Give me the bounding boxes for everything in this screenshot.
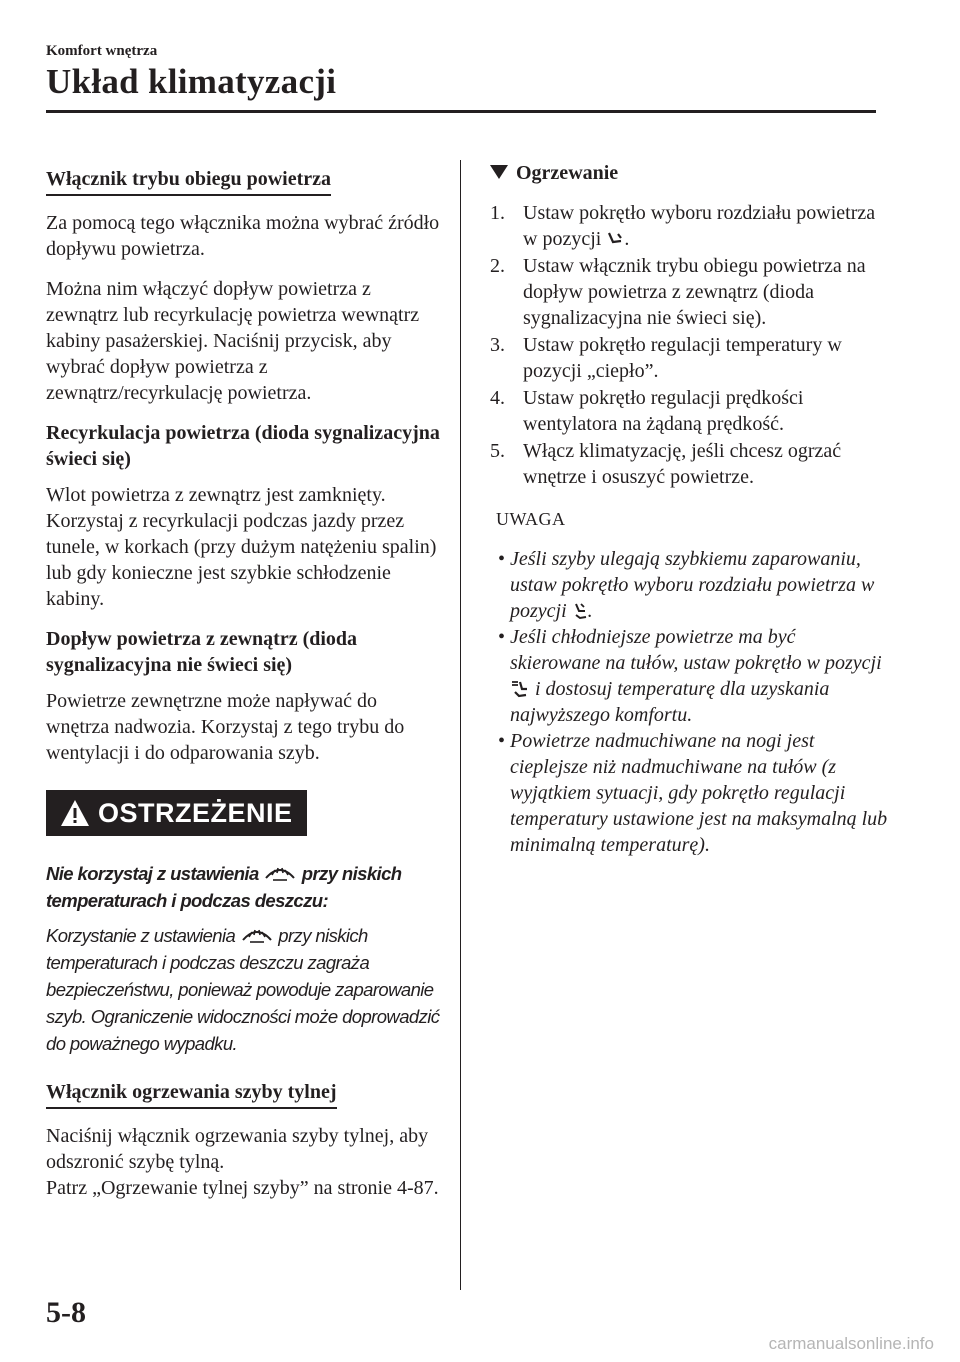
windshield-floor-icon xyxy=(263,863,297,883)
heading-heating-label: Ogrzewanie xyxy=(516,162,619,184)
list-item xyxy=(490,385,890,437)
step-text: . xyxy=(624,228,630,250)
list-item xyxy=(490,438,890,490)
list-item xyxy=(490,546,890,624)
step-text: Ustaw włącznik trybu obiegu powietrza na dopływ powietrza z zewnątrz (dioda sygnalizacyjna nie świeci się). xyxy=(523,255,866,329)
list-item xyxy=(490,332,890,384)
triangle-bullet-icon xyxy=(490,165,508,179)
note-text: Powietrze nadmuchiwane na nogi jest cieplejsze niż nadmuchiwane na tułów (z wyjątkiem sytuacji, gdy pokrętło regulacji temperatury ustawione jest na maksymalną lub minimalną temperaturę). xyxy=(510,730,888,856)
step-number: 3. xyxy=(490,334,505,356)
warning-label: OSTRZEŻENIE xyxy=(98,798,293,828)
list-item xyxy=(490,624,890,728)
paragraph: Za pomocą tego włącznika można wybrać źródło dopływu powietrza. xyxy=(46,212,440,260)
step-number: 1. xyxy=(490,202,505,224)
section-label: Komfort wnętrza xyxy=(46,43,158,59)
floor-mode-icon xyxy=(606,230,624,248)
paragraph: Wlot powietrza z zewnątrz jest zamknięty. Korzystaj z recyrkulacji podczas jazdy przez tunele, w korkach (przy dużym natężeniu spalin) lub gdy konieczne jest szybkie schłodzenie kabiny. xyxy=(46,484,437,610)
step-text: Ustaw pokrętło regulacji temperatury w pozycji „ciepło”. xyxy=(523,334,842,382)
subheading-recirculation: Recyrkulacja powietrza (dioda sygnalizacyjna świeci się) xyxy=(46,422,440,470)
paragraph: Można nim włączyć dopływ powietrza z zewnątrz lub recyrkulację powietrza wewnątrz kabiny pasażerskiej. Naciśnij przycisk, aby wybrać dopływ powietrza z zewnątrz/recyrkulację powietrza. xyxy=(46,278,420,404)
chapter-title: Układ klimatyzacji xyxy=(46,62,337,101)
windshield-floor-icon xyxy=(240,925,274,945)
warning-title xyxy=(46,860,441,914)
bi-level-mode-icon xyxy=(510,680,530,698)
warning-triangle-icon xyxy=(60,799,90,827)
right-column xyxy=(490,160,890,858)
list-item xyxy=(490,253,890,331)
left-column xyxy=(46,160,441,1215)
bullet-dot: • xyxy=(498,548,506,570)
warning-text-part: Korzystanie z ustawienia xyxy=(46,925,236,946)
list-item xyxy=(490,200,890,252)
warning-text xyxy=(46,922,441,1057)
note-text: i dostosuj temperaturę dla uzyskania najwyższego komfortu. xyxy=(510,678,830,726)
step-text: Włącz klimatyzację, jeśli chcesz ogrzać wnętrze i osuszyć powietrze. xyxy=(523,440,842,488)
note-label: UWAGA xyxy=(496,509,566,529)
watermark: carmanualsonline.info xyxy=(768,1334,934,1353)
subheading-outside-air: Dopływ powietrza z zewnątrz (dioda sygnalizacyjna nie świeci się) xyxy=(46,628,358,676)
step-number: 5. xyxy=(490,440,505,462)
bullet-dot: • xyxy=(498,626,506,648)
page-number: 5-8 xyxy=(46,1296,86,1329)
list-item xyxy=(490,728,890,858)
step-number: 4. xyxy=(490,387,505,409)
note-text: Jeśli szyby ulegają szybkiemu zaparowaniu, ustaw pokrętło wyboru rozdziału powietrza w pozycji xyxy=(510,548,875,622)
step-number: 2. xyxy=(490,255,505,277)
bullet-dot: • xyxy=(498,730,506,752)
face-floor-mode-icon xyxy=(572,602,588,620)
notes-list xyxy=(490,546,890,858)
steps-list xyxy=(490,200,890,490)
step-text: Ustaw pokrętło wyboru rozdziału powietrza w pozycji xyxy=(523,202,876,250)
paragraph: Naciśnij włącznik ogrzewania szyby tylnej, aby odszronić szybę tylną. xyxy=(46,1125,429,1173)
column-divider xyxy=(460,160,461,1290)
note-text: Jeśli chłodniejsze powietrze ma być skierowane na tułów, ustaw pokrętło w pozycji xyxy=(510,626,882,674)
note-text: . xyxy=(587,600,593,622)
warning-text-part: przy niskich temperaturach i podczas deszczu zagraża bezpieczeństwu, ponieważ powoduje zaparowanie szyb. Ograniczenie widoczności może doprowadzić do poważnego wypadku. xyxy=(46,925,440,1054)
warning-title-part: Nie korzystaj z ustawienia xyxy=(46,863,259,884)
heading-heating xyxy=(490,160,890,186)
paragraph: Powietrze zewnętrzne może napływać do wnętrza nadwozia. Korzystaj z tego trybu do wentylacji i do odparowania szyb. xyxy=(46,690,405,764)
header-rule xyxy=(46,110,876,113)
step-text: Ustaw pokrętło regulacji prędkości wentylatora na żądaną prędkość. xyxy=(523,387,804,435)
paragraph: Patrz „Ogrzewanie tylnej szyby” na stronie 4-87. xyxy=(46,1177,439,1199)
warning-title-part: przy niskich temperaturach i podczas deszczu: xyxy=(46,863,402,911)
heading-rear-defroster: Włącznik ogrzewania szyby tylnej xyxy=(46,1079,337,1109)
heading-air-circulation: Włącznik trybu obiegu powietrza xyxy=(46,166,331,196)
warning-banner xyxy=(46,790,307,836)
